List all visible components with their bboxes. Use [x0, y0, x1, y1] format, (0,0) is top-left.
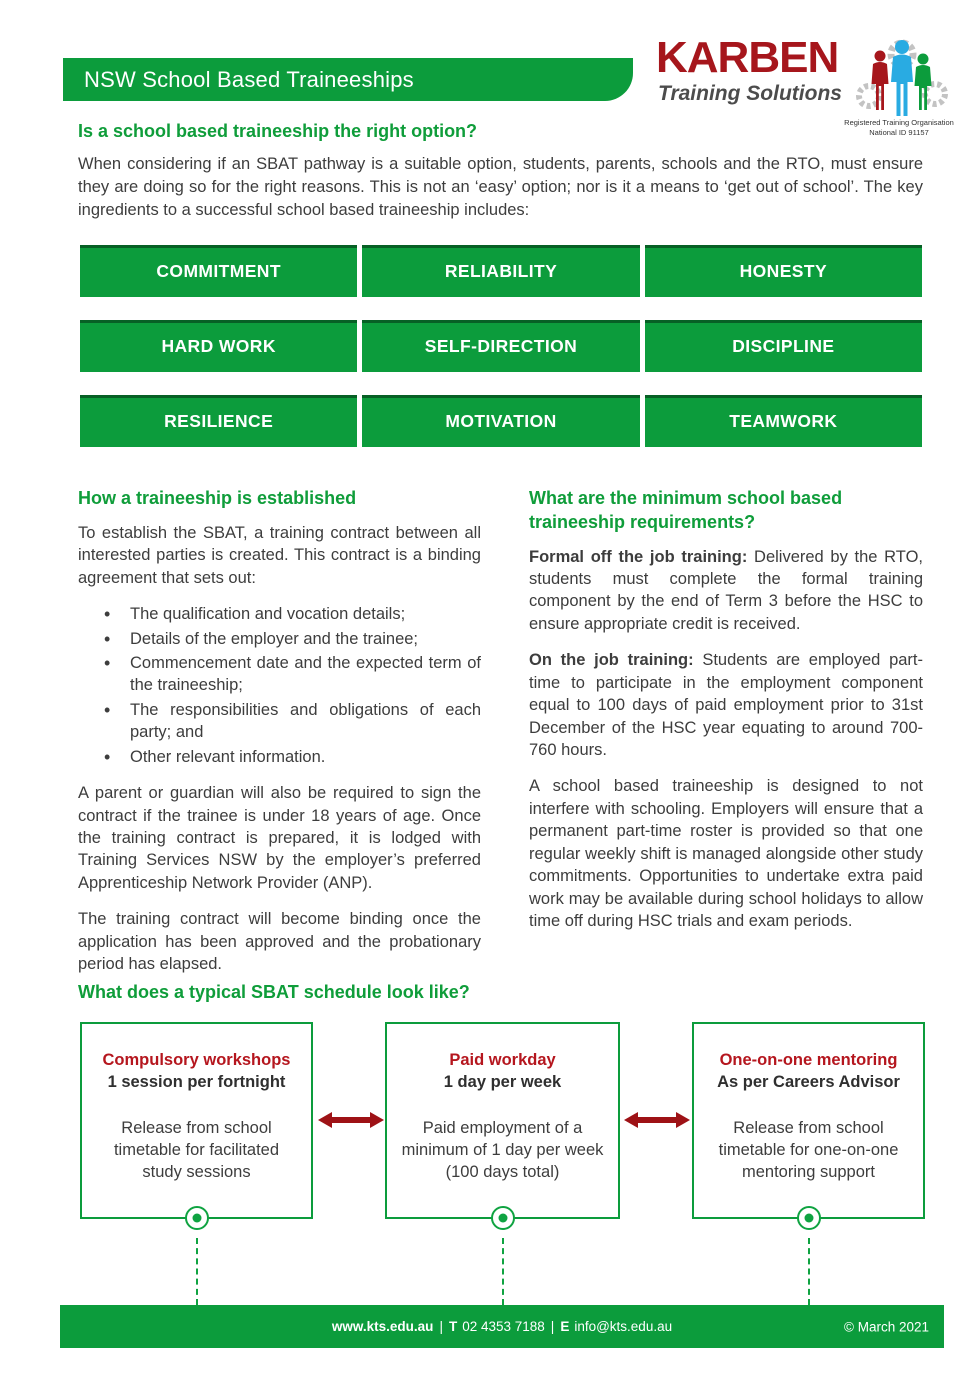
footer-separator: |: [439, 1319, 443, 1334]
box-body: Release from school timetable for one-on-one mentoring support: [718, 1118, 899, 1181]
left-column-heading: How a traineeship is established: [78, 488, 357, 508]
bullet-item: • Details of the employer and the trainee;: [78, 628, 481, 650]
box-subtitle: 1 day per week: [443, 1072, 562, 1091]
connector-node-icon: [185, 1206, 209, 1230]
footer-website: www.kts.edu.au: [331, 1319, 434, 1334]
paragraph-text: Delivered by the RTO, students must complete the formal training component by the end of Term 3 before the HSC to ensure appropriate credit is received.: [529, 547, 923, 633]
logo-wordmark: KARBEN: [656, 33, 839, 82]
footer-email-label: E: [560, 1319, 570, 1334]
connector-node-icon: [797, 1206, 821, 1230]
quality-cell: RELIABILITY: [362, 245, 639, 297]
page-banner: [63, 58, 633, 101]
intro-heading: Is a school based traineeship the right option?: [78, 121, 478, 141]
schedule-box-workshops: [80, 1022, 313, 1219]
box-body: Paid employment of a minimum of 1 day per week (100 days total): [401, 1118, 604, 1181]
box-title: Paid workday: [449, 1051, 556, 1069]
contract-bullet-list: [78, 603, 481, 768]
people-gears-icon: [856, 38, 948, 118]
logo-tagline: Training Solutions: [658, 82, 842, 105]
rto-line1: Registered Training Organisation: [844, 118, 954, 127]
box-body: Release from school timetable for facilitated study sessions: [113, 1118, 280, 1181]
schedule-heading: What does a typical SBAT schedule look like?: [78, 982, 470, 1002]
connector-node-icon: [491, 1206, 515, 1230]
intro-paragraph: When considering if an SBAT pathway is a suitable option, students, parents, schools and the RTO, must ensure they are doing so for the right reasons. This is not an ‘easy’ option; nor is it a means to ‘get out of school’. The key ingredients to a successful school based traineeship includes:: [78, 155, 923, 219]
right-column-heading: What are the minimum school based traineeship requirements?: [529, 488, 843, 532]
columns-section: [78, 487, 923, 990]
left-paragraph-2: A parent or guardian will also be required to sign the contract if the trainee is under 18 years of age. Once the training contract is prepared, it is lodged with Training Services NSW by the employer’s preferred Apprenticeship Network Provider (ANP).: [78, 784, 481, 892]
schedule-box-mentoring: [692, 1022, 925, 1219]
footer-phone: 02 4353 7188: [462, 1319, 545, 1334]
quality-cell: DISCIPLINE: [645, 320, 922, 372]
footer-bar: [60, 1305, 944, 1348]
double-arrow-icon: [624, 1112, 690, 1128]
quality-cell: SELF-DIRECTION: [362, 320, 639, 372]
intro-section: [78, 121, 923, 221]
right-paragraph-2: [529, 649, 923, 761]
box-title: Compulsory workshops: [102, 1051, 291, 1069]
dashed-connector-line: [196, 1238, 198, 1305]
box-subtitle: As per Careers Advisor: [717, 1072, 900, 1091]
rto-line2: National ID 91157: [869, 128, 929, 138]
quality-cell: MOTIVATION: [362, 395, 639, 447]
double-arrow-icon: [318, 1112, 384, 1128]
quality-cell: HONESTY: [645, 245, 922, 297]
bullet-item: • Other relevant information.: [78, 746, 481, 768]
dashed-connector-line: [502, 1238, 504, 1305]
footer-copyright: © March 2021: [844, 1319, 929, 1334]
footer-separator: |: [550, 1319, 555, 1334]
paragraph-lead: Formal off the job training:: [529, 547, 748, 566]
box-subtitle: 1 session per fortnight: [107, 1072, 286, 1091]
quality-cell: HARD WORK: [80, 320, 357, 372]
left-paragraph-1: To establish the SBAT, a training contract between all interested parties is created. This contract is a binding agreement that sets out:: [78, 523, 481, 587]
quality-cell: COMMITMENT: [80, 245, 357, 297]
footer-email: info@kts.edu.au: [574, 1319, 673, 1334]
quality-cell: RESILIENCE: [80, 395, 357, 447]
schedule-box-paid-workday: [385, 1022, 620, 1219]
banner-title: NSW School Based Traineeships: [84, 66, 414, 92]
bullet-item: • The qualification and vocation details;: [78, 603, 481, 625]
column-how-established: [78, 487, 481, 990]
footer-phone-label: T: [448, 1319, 458, 1334]
schedule-diagram: [80, 1022, 925, 1305]
paragraph-text: A school based traineeship is designed to not interfere with schooling. Employers will ensure that a permanent part-time roster is provided so that one regular weekly shift is managed alongside other study commitments. Opportunities to undertake extra paid work may be available during school holidays to allow time off during HSC trials and exam periods.: [529, 777, 923, 931]
paragraph-lead: On the job training:: [529, 651, 694, 670]
quality-cell: TEAMWORK: [645, 395, 922, 447]
bullet-item: • Commencement date and the expected term of the traineeship;: [78, 652, 481, 697]
column-minimum-requirements: [529, 487, 923, 990]
qualities-grid: [80, 245, 922, 447]
dashed-connector-line: [808, 1238, 810, 1305]
paragraph-text: Students are employed part-time to participate in the employment component equal to 100 days of paid employment prior to 31st December of the HSC year equating to around 700-760 hours.: [529, 651, 923, 759]
box-title: One-on-one mentoring: [719, 1051, 898, 1069]
bullet-item: • The responsibilities and obligations of each party; and: [78, 699, 481, 744]
right-paragraph-1: [529, 546, 923, 636]
right-paragraph-3: [529, 775, 923, 932]
left-paragraph-3: The training contract will become binding once the application has been approved and the probationary period has elapsed.: [78, 910, 481, 974]
